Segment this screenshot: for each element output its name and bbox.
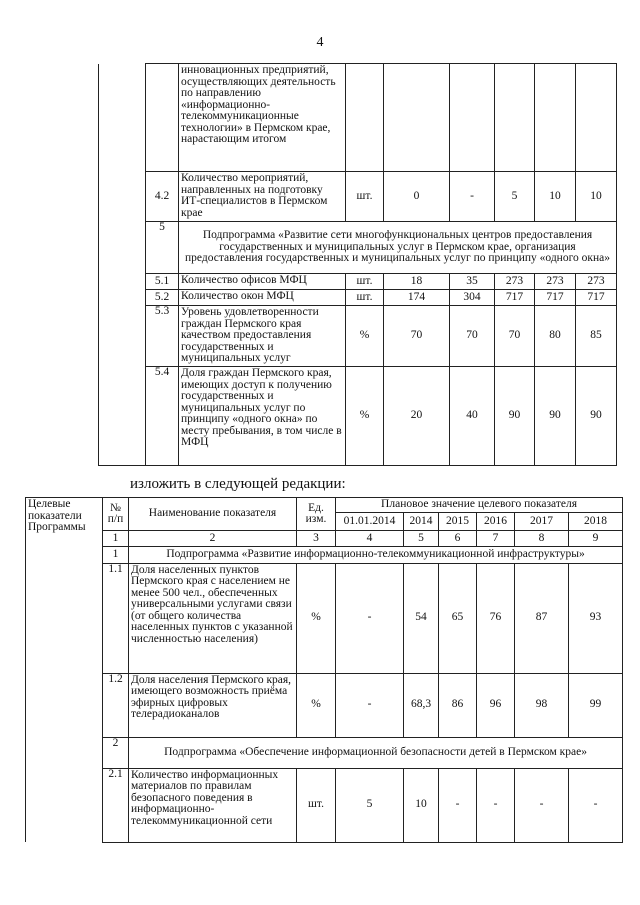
subprogram-row: 5 Подпрограмма «Развитие сети многофункциональных центров предоставления государственных и муниципальных услуг в Пермском крае, организация предоставления государственных и муниципальных услуг по принципу «одного окна» (99, 222, 617, 274)
indicator-name: Количество мероприятий, направленных на подготовку ИТ-специалистов в Пермском крае (179, 172, 346, 222)
table-row: 1.2 Доля населения Пермского края, имеющего возможность приёма эфирных цифровых телерадиоканалов % - 68,3 86 96 98 99 (26, 673, 623, 737)
indicator-name: инновационных предприятий, осуществляющих деятельность по направлению «информационно-телекоммуникационные технологии» в Пермском крае, нарастающим итогом (179, 64, 346, 172)
subprogram-row: 2 Подпрограмма «Обеспечение информационной безопасности детей в Пермском крае» (26, 737, 623, 768)
program-targets-label: Целевые показатели Программы (26, 498, 103, 843)
table-row: 2.1 Количество информационных материалов по правилам безопасного поведения в информационно-телекоммуникационной сети шт. 5 10 - - - - (26, 768, 623, 842)
plan-header: Плановое значение целевого показателя (336, 498, 623, 513)
header-row: Целевые показатели Программы № п/п Наименование показателя Ед. изм. Плановое значение целевого показателя (26, 498, 623, 513)
table-row: 5.4 Доля граждан Пермского края, имеющих доступ к получению государственных и муниципальных услуг по принципу «одного окна» по месту пребывания, в том числе в МФЦ % 20 40 90 90 90 (99, 367, 617, 466)
table-row: 5.3 Уровень удовлетворенности граждан Пермского края качеством предоставления государственных и муниципальных услуг % 70 70 70 80 85 (99, 306, 617, 367)
subprogram-title: Подпрограмма «Развитие сети многофункциональных центров предоставления государственных и муниципальных услуг в Пермском крае, организация предоставления государственных и муниципальных услуг по принципу «одного окна» (179, 222, 617, 274)
new-indicators-table (25, 497, 623, 843)
table-row: 5.2 Количество окон МФЦ шт. 174 304 717 717 717 (99, 290, 617, 306)
subprogram-row: 1 Подпрограмма «Развитие информационно-телекоммуникационной инфраструктуры» (26, 547, 623, 564)
column-numbers-row: 1 2 3 4 5 6 7 8 9 (26, 531, 623, 547)
old-indicators-table (98, 63, 617, 466)
table-row: 1.1 Доля населенных пунктов Пермского края с населением не менее 500 чел., обеспеченных универсальными услугами связи (от общего количества населенных пунктов с указанной численностью населения) % - 54 65 76 87 93 (26, 563, 623, 673)
row-number: 4.2 (146, 172, 179, 222)
years-row: 01.01.2014 2014 2015 2016 2017 2018 (26, 513, 623, 531)
table-row: 4.2 Количество мероприятий, направленных на подготовку ИТ-специалистов в Пермском крае шт. 0 - 5 10 10 (99, 172, 617, 222)
subprogram-title: Подпрограмма «Развитие информационно-телекоммуникационной инфраструктуры» (129, 547, 623, 564)
table-row (99, 64, 617, 172)
intro-text: изложить в следующей редакции: (130, 476, 346, 492)
table-row: 5.1 Количество офисов МФЦ шт. 18 35 273 273 273 (99, 274, 617, 290)
page-number: 4 (316, 35, 324, 50)
subprogram-title: Подпрограмма «Обеспечение информационной безопасности детей в Пермском крае» (129, 737, 623, 768)
